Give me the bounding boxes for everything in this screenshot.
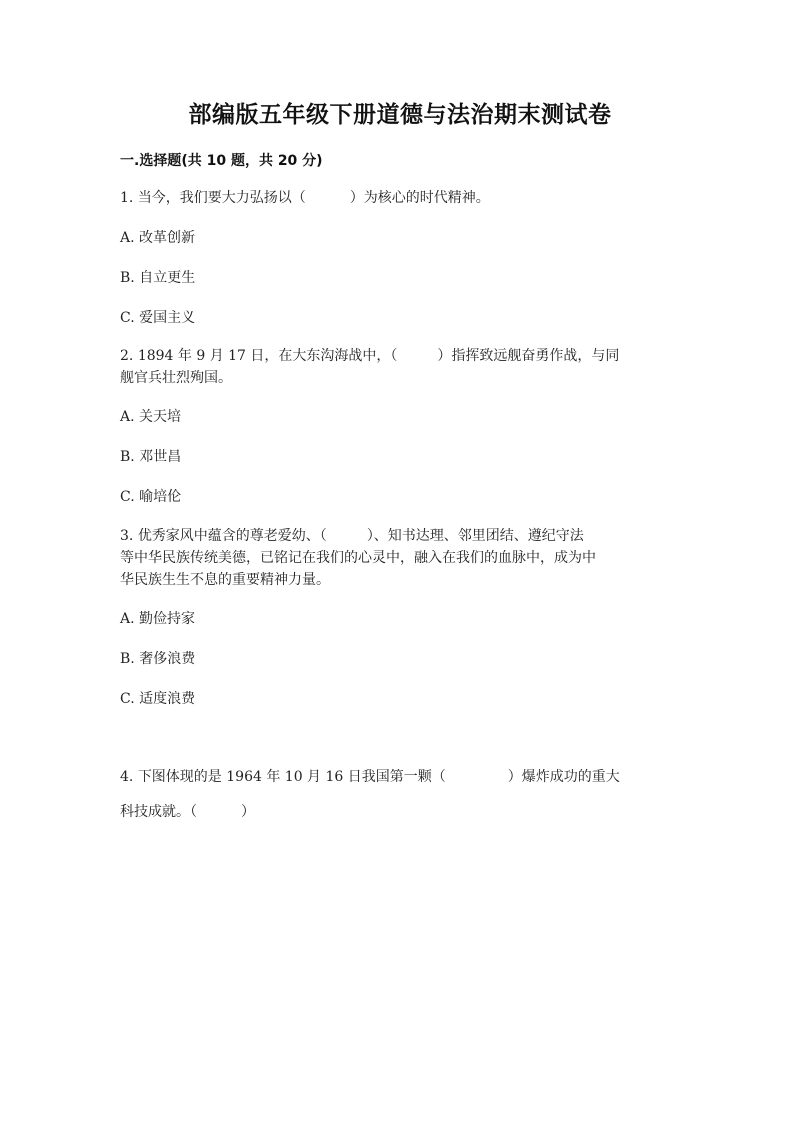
option-a: A. 关天培: [120, 409, 182, 425]
question-text: ）指挥致远舰奋勇作战，与同: [437, 348, 620, 364]
question-text: 当今，我们要大力弘扬以（: [137, 190, 306, 206]
question-text: 科技成就。（: [120, 804, 197, 820]
question-text: ）、知书达理、邻里团结、遵纪守法: [366, 528, 584, 544]
question-text: 下图体现的是 1964 年 10 月 16 日我国第一颗（: [137, 769, 446, 785]
question-2: [120, 345, 680, 367]
question-3: [120, 525, 680, 547]
page-title: 部编版五年级下册道德与法治期末测试卷: [188, 102, 612, 128]
question-text: ）: [241, 804, 255, 820]
option-c: C. 适度浪费: [120, 691, 196, 707]
question-number: 3.: [120, 528, 134, 544]
option-c: C. 喻培伦: [120, 489, 182, 505]
option-b: B. 邓世昌: [120, 449, 182, 465]
question-number: 2.: [120, 348, 134, 364]
question-3-line-3: 华民族生生不息的重要精神力量。: [120, 572, 330, 588]
question-number: 4.: [120, 769, 134, 785]
question-4: [120, 766, 680, 788]
question-4-line-2: [120, 801, 680, 823]
question-text: 1894 年 9 月 17 日，在大东沟海战中，（: [137, 348, 398, 364]
question-2-line-2: 舰官兵壮烈殉国。: [120, 370, 232, 386]
option-a: A. 勤俭持家: [120, 611, 196, 627]
question-text: ）爆炸成功的重大: [507, 769, 620, 785]
option-c: C. 爱国主义: [120, 310, 196, 326]
question-1: [120, 187, 680, 209]
option-b: B. 奢侈浪费: [120, 651, 196, 667]
question-3-line-2: 等中华民族传统美德，已铭记在我们的心灵中，融入在我们的血脉中，成为中: [120, 550, 596, 566]
option-b: B. 自立更生: [120, 270, 196, 286]
section-heading: 一.选择题(共 10 题，共 20 分): [120, 153, 323, 169]
question-text: 优秀家风中蕴含的尊老爱幼、（: [137, 528, 327, 544]
question-text: ）为核心的时代精神。: [349, 190, 490, 206]
option-a: A. 改革创新: [120, 230, 196, 246]
question-number: 1.: [120, 190, 134, 206]
